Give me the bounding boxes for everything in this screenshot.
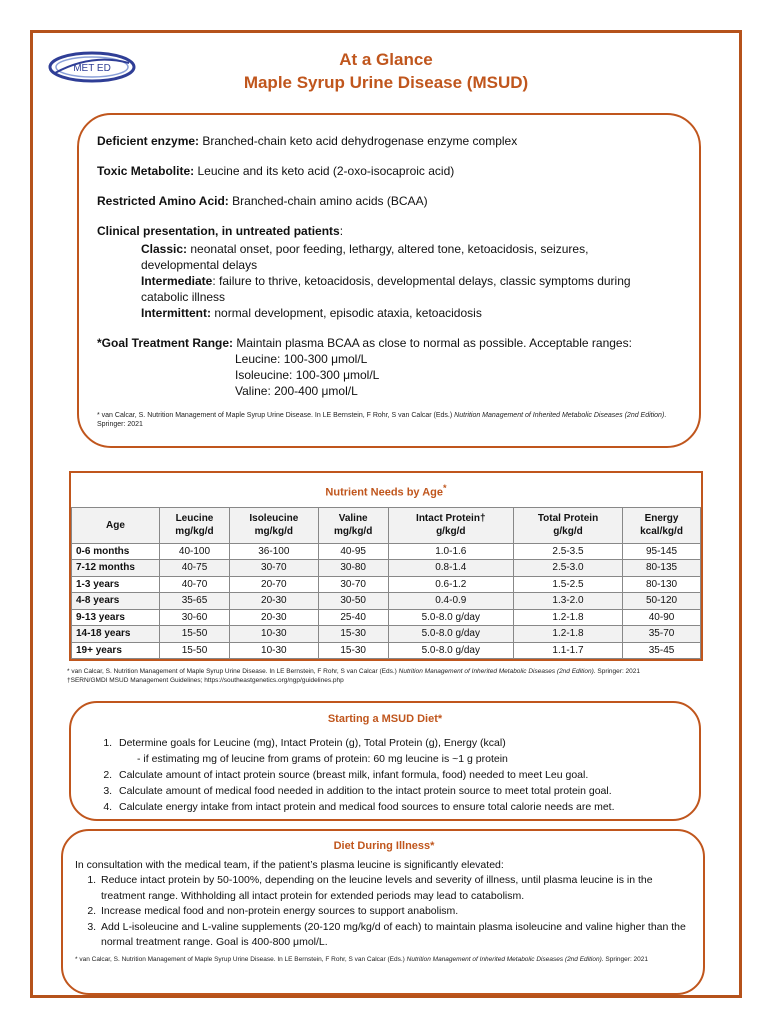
nutrient-title-text: Nutrient Needs by Age	[325, 486, 443, 499]
column-header	[318, 507, 388, 543]
intermittent-line	[141, 305, 681, 321]
step-4-text: Calculate energy intake from intact protein and medical food sources to ensure total calorie needs are met.	[119, 801, 615, 813]
table-cell: 15-50	[160, 626, 230, 643]
classic-text-cont: developmental delays	[141, 258, 258, 272]
table-cell: 2.5-3.0	[513, 560, 622, 577]
classic-text: neonatal onset, poor feeding, lethargy, altered tone, ketoacidosis, seizures,	[190, 242, 589, 256]
table-cell: 95-145	[623, 543, 701, 560]
age-cell: 19+ years	[72, 642, 160, 659]
table-cell: 1.2-1.8	[513, 626, 622, 643]
column-header-label: Intact Protein†	[416, 513, 486, 525]
table-cell: 40-75	[160, 560, 230, 577]
age-cell: 7-12 months	[72, 560, 160, 577]
column-header-unit: mg/kg/d	[333, 526, 373, 538]
toxic-metabolite-value: Leucine and its keto acid (2-oxo-isocaproic acid)	[197, 164, 455, 178]
table-cell: 30-50	[318, 593, 388, 610]
clinical-presentation	[97, 223, 681, 321]
intermittent-label: Intermittent:	[141, 306, 211, 320]
illness-item-3: Add L-isoleucine and L-valine supplements (20-120 mg/kg/d of each) to maintain plasma isoleucine and valine higher than the normal treatment range. Goal is 400-800 μmol/L.	[101, 920, 686, 948]
table-cell: 20-30	[229, 609, 318, 626]
intermediate-line	[141, 273, 681, 289]
table-cell: 40-90	[623, 609, 701, 626]
classic-label: Classic:	[141, 242, 188, 256]
table-cell: 30-60	[160, 609, 230, 626]
page-frame	[30, 30, 742, 998]
table-cell: 15-50	[160, 642, 230, 659]
table-cell: 40-95	[318, 543, 388, 560]
deficient-enzyme-line	[97, 133, 681, 149]
goal-valine: Valine: 200-400 μmol/L	[235, 384, 358, 398]
header-line-1: At a Glance	[339, 50, 433, 69]
illness-item-2: Increase medical food and non-protein energy sources to support anabolism.	[101, 905, 459, 917]
table-cell: 10-30	[229, 642, 318, 659]
table-cell: 1.2-1.8	[513, 609, 622, 626]
illness-steps	[75, 873, 693, 951]
column-header-label: Isoleucine	[249, 513, 299, 525]
age-cell: 1-3 years	[72, 576, 160, 593]
table-cell: 30-70	[318, 576, 388, 593]
table-cell: 40-70	[160, 576, 230, 593]
goal-label: *Goal Treatment Range:	[97, 336, 234, 350]
overview-ref-c: . Springer: 2021	[97, 412, 667, 428]
table-cell: 25-40	[318, 609, 388, 626]
table-cell: 15-30	[318, 626, 388, 643]
table-cell: 35-65	[160, 593, 230, 610]
column-header	[229, 507, 318, 543]
intermittent-text: normal development, episodic ataxia, ketoacidosis	[214, 306, 482, 320]
illness-title: Diet During Illness*	[333, 840, 435, 852]
step-2-text: Calculate amount of intact protein source (breast milk, infant formula, food) needed to meet Leu goal.	[119, 769, 589, 781]
table-cell: 36-100	[229, 543, 318, 560]
clinical-presentation-colon: :	[339, 224, 344, 238]
table-cell: 20-30	[229, 593, 318, 610]
intermediate-cont	[141, 289, 681, 305]
table-row	[72, 593, 701, 610]
table-cell: 1.3-2.0	[513, 593, 622, 610]
table-row	[72, 560, 701, 577]
nutrient-needs-box	[69, 471, 703, 661]
list-item	[99, 873, 693, 904]
nutrient-needs-title	[71, 473, 701, 507]
column-header-unit: kcal/kg/d	[640, 526, 683, 538]
intermediate-text-cont: catabolic illness	[141, 290, 226, 304]
starting-diet-steps	[87, 735, 683, 815]
age-cell: 9-13 years	[72, 609, 160, 626]
list-item	[115, 799, 683, 815]
illness-intro: In consultation with the medical team, if the patient’s plasma leucine is significantly elevated:	[75, 858, 504, 871]
illness-ref-b: Nutrition Management of Inherited Metabolic Diseases (2nd Edition)	[406, 955, 602, 963]
intermediate-label: Intermediate	[141, 274, 213, 288]
logo-text: MET ED	[73, 63, 111, 74]
table-cell: 80-135	[623, 560, 701, 577]
table-cell: 5.0-8.0 g/day	[388, 626, 513, 643]
nutrient-references	[67, 667, 747, 685]
deficient-enzyme-label: Deficient enzyme:	[97, 134, 200, 148]
list-item	[99, 920, 693, 951]
table-cell: 35-45	[623, 642, 701, 659]
toxic-metabolite-label: Toxic Metabolite:	[97, 164, 195, 178]
table-cell: 1.1-1.7	[513, 642, 622, 659]
table-cell: 5.0-8.0 g/day	[388, 642, 513, 659]
table-cell: 30-70	[229, 560, 318, 577]
step-1-sub: - if estimating mg of leucine from grams of protein: 60 mg leucine is ~1 g protein	[137, 753, 508, 765]
classic-line	[141, 241, 681, 257]
column-header-unit: g/kg/d	[436, 526, 466, 538]
table-cell: 1.5-2.5	[513, 576, 622, 593]
nutrient-ref-2: †SERN/GMDI MSUD Management Guidelines; https://southeastgenetics.org/ngp/guidelines.php	[67, 677, 344, 684]
step-1-text: Determine goals for Leucine (mg), Intact Protein (g), Total Protein (g), Energy (kcal)	[119, 737, 506, 749]
column-header-label: Age	[106, 519, 125, 531]
table-cell: 40-100	[160, 543, 230, 560]
column-header-label: Energy	[644, 513, 679, 525]
table-cell: 0.6-1.2	[388, 576, 513, 593]
column-header	[160, 507, 230, 543]
table-row	[72, 609, 701, 626]
column-header-unit: mg/kg/d	[175, 526, 214, 538]
starting-diet-title: Starting a MSUD Diet*	[327, 713, 443, 725]
table-cell: 15-30	[318, 642, 388, 659]
table-header-row	[72, 507, 701, 543]
deficient-enzyme-value: Branched-chain keto acid dehydrogenase enzyme complex	[202, 134, 518, 148]
column-header-unit: mg/kg/d	[254, 526, 293, 538]
table-cell: 0.4-0.9	[388, 593, 513, 610]
nutrient-ref-1-a: * van Calcar, S. Nutrition Management of Maple Syrup Urine Disease. In LE Bernstein, F Rohr, S van Calcar (Eds.)	[67, 668, 399, 675]
page-header	[33, 49, 739, 95]
goal-text: Maintain plasma BCAA as close to normal as possible. Acceptable ranges:	[236, 336, 632, 350]
illness-reference	[75, 955, 693, 964]
clinical-presentation-label: Clinical presentation, in untreated patients	[97, 224, 340, 238]
age-cell: 0-6 months	[72, 543, 160, 560]
column-header	[623, 507, 701, 543]
restricted-amino-acid-label: Restricted Amino Acid:	[97, 194, 229, 208]
overview-reference	[97, 411, 681, 429]
nutrient-ref-1-b: Nutrition Management of Inherited Metabolic Diseases (2nd Edition)	[398, 668, 594, 675]
table-row	[72, 543, 701, 560]
table-cell: 2.5-3.5	[513, 543, 622, 560]
table-cell: 20-70	[229, 576, 318, 593]
overview-box	[77, 113, 701, 448]
column-header-label: Leucine	[175, 513, 214, 525]
column-header	[388, 507, 513, 543]
step-3-text: Calculate amount of medical food needed in addition to the intact protein source to meet total protein goal.	[119, 785, 612, 797]
table-cell: 1.0-1.6	[388, 543, 513, 560]
illness-box	[61, 829, 705, 995]
restricted-amino-acid-value: Branched-chain amino acids (BCAA)	[232, 194, 428, 208]
restricted-amino-acid-line	[97, 193, 681, 209]
column-header	[72, 507, 160, 543]
overview-ref-a: * van Calcar, S. Nutrition Management of Maple Syrup Urine Disease. In LE Bernstein, F Rohr, S van Calcar (Eds.)	[97, 412, 455, 419]
table-row	[72, 626, 701, 643]
table-cell: 10-30	[229, 626, 318, 643]
table-cell: 0.8-1.4	[388, 560, 513, 577]
page-title: Maple Syrup Urine Disease (MSUD)	[243, 73, 529, 92]
column-header-label: Total Protein	[537, 513, 599, 525]
goal-leucine: Leucine: 100-300 μmol/L	[235, 352, 368, 366]
illness-ref-c: . Springer: 2021	[601, 955, 649, 963]
table-cell: 50-120	[623, 593, 701, 610]
nutrient-ref-1	[67, 667, 747, 676]
column-header-label: Valine	[338, 513, 368, 525]
nutrient-title-mark: *	[442, 483, 447, 493]
starting-diet-box	[69, 701, 701, 821]
column-header	[513, 507, 622, 543]
toxic-metabolite-line	[97, 163, 681, 179]
table-cell: 35-70	[623, 626, 701, 643]
illness-item-1: Reduce intact protein by 50-100%, depending on the leucine levels and severity of illness, until plasma leucine is in the treatment range. Withholding all intact protein for extended periods may lead to catabolism.	[101, 874, 653, 902]
list-item	[99, 904, 693, 920]
nutrient-ref-1-c: . Springer: 2021	[593, 668, 641, 675]
table-cell: 80-130	[623, 576, 701, 593]
overview-ref-b: Nutrition Management of Inherited Metabolic Diseases (2nd Edition)	[454, 412, 665, 419]
list-item	[115, 735, 683, 767]
nutrient-needs-table	[71, 507, 701, 660]
list-item	[115, 767, 683, 783]
intermediate-text: : failure to thrive, ketoacidosis, developmental delays, classic symptoms during	[212, 274, 631, 288]
age-cell: 14-18 years	[72, 626, 160, 643]
table-row	[72, 576, 701, 593]
column-header-unit: g/kg/d	[553, 526, 583, 538]
age-cell: 4-8 years	[72, 593, 160, 610]
illness-ref-a: * van Calcar, S. Nutrition Management of Maple Syrup Urine Disease. In LE Bernstein, F Rohr, S van Calcar (Eds.)	[75, 955, 407, 963]
table-cell: 5.0-8.0 g/day	[388, 609, 513, 626]
list-item	[115, 783, 683, 799]
goal-isoleucine: Isoleucine: 100-300 μmol/L	[235, 368, 380, 382]
table-row	[72, 642, 701, 659]
table-cell: 30-80	[318, 560, 388, 577]
goal-treatment-range	[97, 335, 681, 399]
classic-cont	[141, 257, 681, 273]
